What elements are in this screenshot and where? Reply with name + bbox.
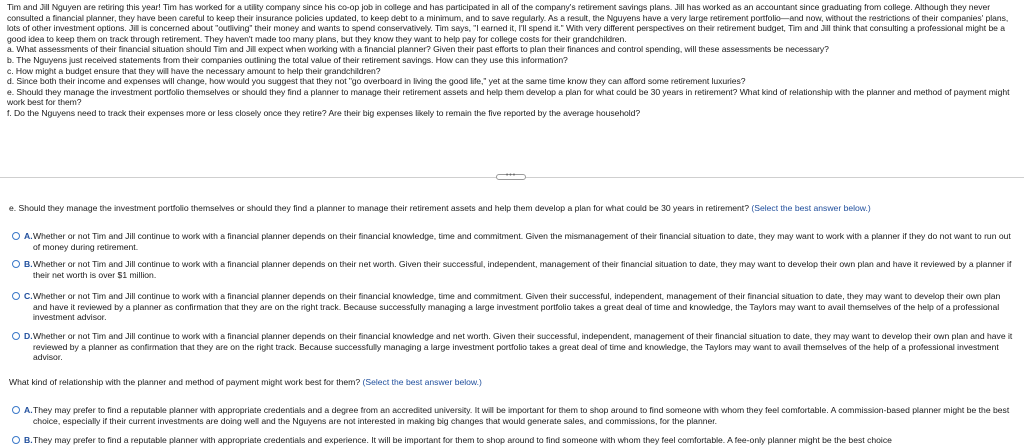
- ellipsis-icon: •••: [505, 172, 517, 179]
- radio-button-icon[interactable]: [12, 292, 20, 300]
- question-e-hint: (Select the best answer below.): [751, 203, 871, 213]
- option-text: Whether or not Tim and Jill continue to work with a financial planner depends on their financial knowledge and net worth. Given their successful, independent, management of their financial situation to date, they may want to develop their own plan and have it reviewed by a planner as confirmation that they are on the right track. Because successfully managing a large investment portfolio takes a great deal of time and knowledge, the Taylors may want to avail themselves of the help of a professional investment advisor.: [33, 331, 1013, 363]
- option-text: Whether or not Tim and Jill continue to work with a financial planner depends on their financial knowledge, time and commitment. Given the mismanagement of their financial situation to date, they may want to work with a planner if they do not want to run out of money during retirement.: [33, 231, 1011, 252]
- question-payment-prompt: [9, 377, 482, 388]
- question-payment-hint: (Select the best answer below.): [362, 377, 482, 387]
- scenario-intro: Tim and Jill Nguyen are retiring this year! Tim has worked for a utility company since his co-op job in college and has participated in all of the company's retirement savings plans. Jill has worked as an accountant since graduating from college. Although they never consulted a financial planner, they have been careful to keep their insurance policies updated, to keep debt to a minimum, and to save regularly. As a result, the Nguyens have a very large retirement portfolio—and now, without the restrictions of their companies' plans, lots of other investment options. Jill is concerned about "outliving" their money and wants to spend conservatively. Tim says, "I earned it, I'll spend it." With very different perspectives on their retirement budget, Tim and Jill think that consulting a professional might be a good idea to keep them on track through retirement. They haven't made too many plans, but they know they want to help pay for college costs for their grandchildren.: [7, 2, 1009, 44]
- option-letter: D.: [24, 331, 33, 341]
- option-letter: A.: [24, 231, 33, 241]
- scenario-question-e: e. Should they manage the investment portfolio themselves or should they find a planner to manage their retirement assets and help them develop a plan for what could be 30 years in retirement? What kind of relationship with the planner and method of payment might work best for them?: [7, 86, 1010, 108]
- option-letter: B.: [24, 435, 33, 445]
- question-e-prompt: [9, 203, 871, 214]
- option-letter: C.: [24, 291, 33, 301]
- scenario-question-a: a. What assessments of their financial situation should Tim and Jill expect when working with a financial planner? Given their past efforts to plan their finances and control spending, will these assessments be necessary?: [7, 44, 829, 55]
- scenario-question-c: c. How might a budget ensure that they will have the necessary amount to help their grandchildren?: [7, 65, 381, 76]
- option-letter: B.: [24, 259, 33, 269]
- scenario-question-d: d. Since both their income and expenses will change, how would you suggest that they not "go overboard in living the good life," yet at the same time know they can afford some retirement luxuries?: [7, 76, 746, 87]
- divider-resize-handle[interactable]: [496, 174, 526, 180]
- option-text: Whether or not Tim and Jill continue to work with a financial planner depends on their net worth. Given their successful, independent, management of their financial situation to date, they may want to develop their own plan and have it reviewed by a planner if their net worth is over $1 million.: [33, 259, 1012, 280]
- answer-option-a[interactable]: [9, 231, 1015, 252]
- question-payment-text: What kind of relationship with the planner and method of payment might work best for them?: [9, 377, 361, 387]
- scenario-question-f: f. Do the Nguyens need to track their expenses more or less closely once they retire? Are their big expenses likely to remain the five reported by the average household?: [7, 107, 641, 118]
- radio-button-icon[interactable]: [12, 332, 20, 340]
- radio-button-icon[interactable]: [12, 260, 20, 268]
- option-letter: A.: [24, 405, 33, 415]
- answer-option-b[interactable]: [9, 259, 1015, 280]
- radio-button-icon[interactable]: [12, 436, 20, 444]
- answer-option-b[interactable]: [9, 435, 1015, 446]
- radio-button-icon[interactable]: [12, 232, 20, 240]
- answer-option-c[interactable]: [9, 291, 1015, 323]
- option-text: They may prefer to find a reputable planner with appropriate credentials and a degree from an accredited university. It will be important for them to shop around to find someone with whom they feel comfortable. A commission-based planner might be the best choice, especially if their current investments are doing well and the Nguyens are not interested in making big changes that would generate sales, and commissions, for the planner.: [33, 405, 1010, 426]
- radio-button-icon[interactable]: [12, 406, 20, 414]
- answer-option-a[interactable]: [9, 405, 1015, 426]
- answer-option-d[interactable]: [9, 331, 1015, 363]
- option-text: They may prefer to find a reputable planner with appropriate credentials and experience. It will be important for them to shop around to find someone with whom they feel comfortable. A fee-only planner might be the best choice: [33, 435, 892, 445]
- case-scenario: [7, 2, 1017, 119]
- option-text: Whether or not Tim and Jill continue to work with a financial planner depends on their financial knowledge, time and commitment. Given their successful, independent, management of their financial situation to date, they may want to develop their own plan and have it reviewed by a planner as confirmation that they are on the right track. Because successfully managing a large investment portfolio takes a great deal of time and knowledge, the Taylors may want to avail themselves of the help of a professional investment advisor.: [33, 291, 1001, 323]
- scenario-question-b: b. The Nguyens just received statements from their companies outlining the total value of their retirement savings. How can they use this information?: [7, 54, 568, 65]
- question-e-text: e. Should they manage the investment portfolio themselves or should they find a planner to manage their retirement assets and help them develop a plan for what could be 30 years in retirement?: [9, 203, 749, 213]
